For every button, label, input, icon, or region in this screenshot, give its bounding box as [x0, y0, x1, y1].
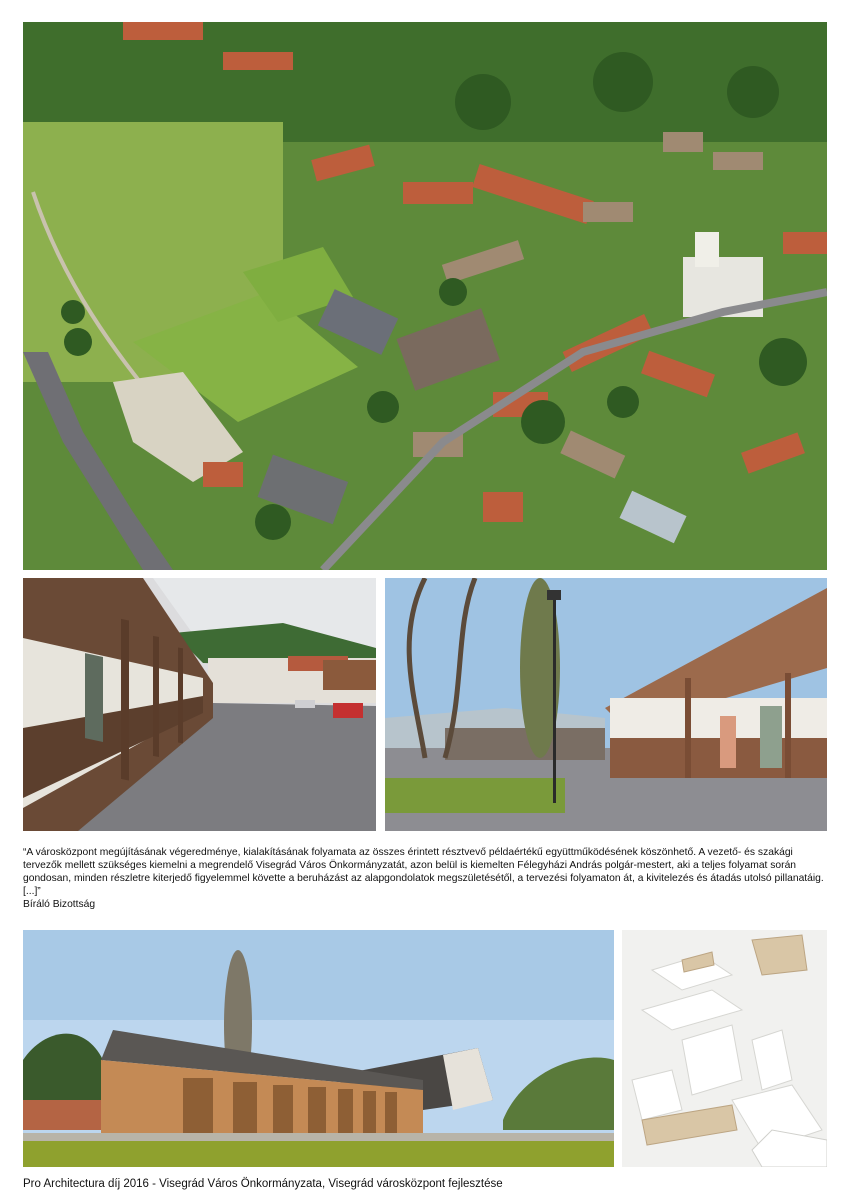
quote-author: Bíráló Bizottság: [23, 899, 96, 910]
award-caption: Pro Architectura díj 2016 - Visegrád Város Önkormányzata, Visegrád városközpont fejlesztése: [23, 1178, 503, 1190]
architectural-model-photo: [622, 930, 827, 1167]
arcade-courtyard-photo: [23, 578, 376, 831]
aerial-photo-town-center: [23, 22, 827, 570]
jury-quote: [23, 846, 827, 911]
timber-market-hall-photo: [23, 930, 614, 1167]
courtyard-building-photo: [385, 578, 827, 831]
quote-text: “A városközpont megújításának végeredménye, kialakításának folyamata az összes érintett résztvevő példaértékű együttműködésének köszönhető. A vezető- és szakági tervezők mellett szükséges kiemelni a megrendelő Visegrád Város Önkormányzatát, azon belül is kiemelten Félegyházi András polgár-mestert, aki a teljes folyamat során gondosan, minden részletre kiterjedő figyelemmel követte a beruházást az alapgondolatok megszületésétől, a tervezési folyamaton át, a kivitelezés és átadás utolsó pillanatáig. [...]”: [23, 847, 824, 897]
